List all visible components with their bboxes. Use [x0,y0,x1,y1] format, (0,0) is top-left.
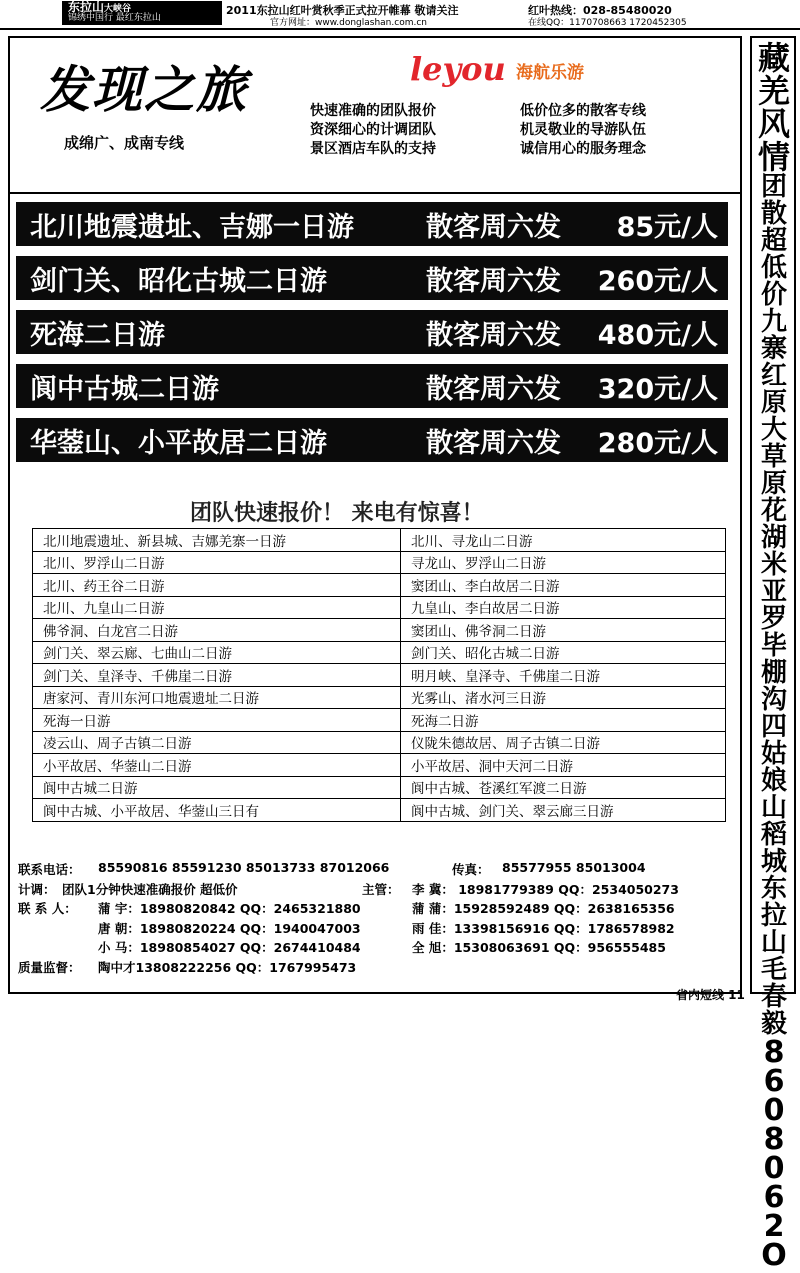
right-promo-column [750,36,796,1273]
promo-destination: 米亚罗毕棚沟 [760,550,787,715]
table-row [33,799,726,822]
contact-person: 蒲 宇：18980820842 QQ：2465321880 [98,901,361,916]
official-website[interactable]: 官方网址：www.donglashan.com.cn [270,18,427,28]
featured-tour[interactable] [16,418,728,462]
route-subtitle: 成绵广、成南专线 [64,134,185,152]
featured-tour[interactable] [16,364,728,408]
tour-cell[interactable]: 窦团山、佛爷洞二日游 [401,619,726,642]
tour-cell[interactable]: 阆中古城、剑门关、翠云廊三日游 [401,799,726,822]
contact-row [16,860,732,880]
tour-frequency: 散客周六发 [426,373,561,405]
tour-cell[interactable]: 剑门关、翠云廊、七曲山二日游 [33,641,401,664]
tour-cell[interactable]: 剑门关、昭化古城二日游 [401,641,726,664]
tour-route: 剑门关、昭化古城二日游 [30,265,327,297]
promo-destination: 花湖 [760,496,787,553]
featured-tour[interactable] [16,202,728,246]
feature-row: 快速准确的团队报价 低价位多的散客专线 [310,103,646,119]
tour-cell[interactable]: 九皇山、李白故居二日游 [401,596,726,619]
hotline: 红叶热线：028-85480020 [528,4,672,17]
tour-cell[interactable]: 阆中古城二日游 [33,776,401,799]
tour-frequency: 散客周六发 [426,211,561,243]
promo-phone: 8608062O [761,1035,787,1273]
promo-destination: 毛春毅 [760,955,787,1039]
tour-route: 华蓥山、小平故居二日游 [30,427,327,459]
tour-cell[interactable]: 阆中古城、小平故居、华蓥山三日有 [33,799,401,822]
tour-cell[interactable]: 光雾山、渚水河三日游 [401,686,726,709]
table-row [33,731,726,754]
tour-cell[interactable]: 小平故居、洞中天河二日游 [401,754,726,777]
quality-contact: 陶中才13808222256 QQ：1767995473 [98,959,357,975]
quality-label: 质量监督： [18,959,81,975]
contact-row [16,880,732,900]
tour-cell[interactable]: 唐家河、青川东河口地震遗址二日游 [33,686,401,709]
contact-block [16,860,732,977]
online-qq: 在线QQ：1170708663 1720452305 [528,18,687,28]
promo-destination: 红原大草原 [760,361,787,499]
table-row [33,776,726,799]
tour-frequency: 散客周六发 [426,427,561,459]
donglashan-brand: 东拉山大峡谷 [68,0,132,14]
tour-route: 阆中古城二日游 [30,373,219,405]
tour-cell[interactable]: 北川、九皇山二日游 [33,596,401,619]
phone-numbers: 85590816 85591230 85013733 87012066 [98,860,390,875]
contact-person: 小 马：18980854027 QQ：2674410484 [98,940,361,955]
tour-route: 死海二日游 [30,319,165,351]
dispatch-label: 计调： [18,881,56,897]
tour-cell[interactable]: 阆中古城、苍溪红军渡二日游 [401,776,726,799]
table-row [33,709,726,732]
contact-row [16,958,732,978]
feature-row: 景区酒店车队的支持 诚信用心的服务理念 [310,141,646,157]
tour-cell[interactable]: 死海二日游 [401,709,726,732]
feature-row: 资深细心的计调团队 机灵敬业的导游队伍 [310,122,646,138]
table-row [33,574,726,597]
featured-tour[interactable] [16,310,728,354]
promo-heading: 藏羌风情 [757,39,790,176]
page-title: 发现之旅 [40,60,248,119]
table-row [33,529,726,552]
team-tour-table [32,528,726,822]
dispatch-text: 团队1分钟快速准确报价 超低价 [62,881,238,897]
table-row [33,754,726,777]
tour-frequency: 散客周六发 [426,319,561,351]
tour-cell[interactable]: 小平故居、华蓥山二日游 [33,754,401,777]
hainan-leyou-brand: 海航乐游 [516,63,584,83]
table-row [33,641,726,664]
promo-destination: 九寨 [760,307,787,364]
feature-list [310,100,730,157]
table-row [33,664,726,687]
tour-cell[interactable]: 佛爷洞、白龙宫二日游 [33,619,401,642]
leyou-logo: leyou [410,50,506,88]
manager-label: 主管： [362,881,400,897]
tour-price: 320元/人 [597,373,718,405]
tour-cell[interactable]: 死海一日游 [33,709,401,732]
promo-destination: 四姑娘山 [760,712,787,823]
tour-cell[interactable]: 凌云山、周子古镇二日游 [33,731,401,754]
autumn-announcement: 2011东拉山红叶赏秋季正式拉开帷幕 敬请关注 [226,4,459,17]
tour-cell[interactable]: 寻龙山、罗浮山二日游 [401,551,726,574]
tour-cell[interactable]: 北川、罗浮山二日游 [33,551,401,574]
page-footer: 省内短线 11 [676,988,745,1002]
tour-price: 480元/人 [597,319,718,351]
phone-label: 联系电话： [18,862,81,877]
tour-price: 280元/人 [597,427,718,459]
featured-tours [16,202,728,472]
tour-price: 85元/人 [616,211,718,243]
tour-cell[interactable]: 明月峡、皇泽寺、千佛崖二日游 [401,664,726,687]
donglashan-slogan: 锦绣中国行 最红东拉山 [68,13,161,23]
contact-row [16,938,732,958]
contact-person: 蒲 蒲：15928592489 QQ：2638165356 [412,901,675,916]
contact-person: 唐 朝：18980820224 QQ：1940047003 [98,920,361,936]
contact-person: 全 旭：15308063691 QQ：956555485 [412,940,666,955]
contact-row [16,899,732,919]
featured-tour[interactable] [16,256,728,300]
promo-subheading: 团散超低价 [760,172,787,310]
table-row [33,596,726,619]
tour-cell[interactable]: 剑门关、皇泽寺、千佛崖二日游 [33,664,401,687]
tour-cell[interactable]: 北川、药王谷二日游 [33,574,401,597]
header-divider [10,192,740,194]
contact-label: 联 系 人： [18,901,77,916]
team-quote-title: 团队快速报价！ 来电有惊喜！ [190,501,484,526]
fax-numbers: 85577955 85013004 [502,860,646,875]
tour-price: 260元/人 [597,265,718,297]
table-row [33,551,726,574]
tour-cell[interactable]: 北川地震遗址、新县城、吉娜羌寨一日游 [33,529,401,552]
promo-destination: 稻城 [760,820,787,877]
tour-cell[interactable]: 北川、寻龙山二日游 [401,529,726,552]
tour-route: 北川地震遗址、吉娜一日游 [30,211,354,243]
table-row [33,686,726,709]
tour-cell[interactable]: 窦团山、李白故居二日游 [401,574,726,597]
contact-person: 雨 佳：13398156916 QQ：1786578982 [412,920,675,936]
contact-row [16,919,732,939]
manager-contact: 李 冀： 18981779389 QQ：2534050273 [412,881,679,897]
tour-frequency: 散客周六发 [426,265,561,297]
table-row [33,619,726,642]
fax-label: 传真： [452,862,490,877]
donglashan-brand-box [62,1,222,25]
right-promo-text [754,39,794,1273]
tour-cell[interactable]: 仪陇朱德故居、周子古镇二日游 [401,731,726,754]
promo-destination: 东拉山 [760,874,787,958]
